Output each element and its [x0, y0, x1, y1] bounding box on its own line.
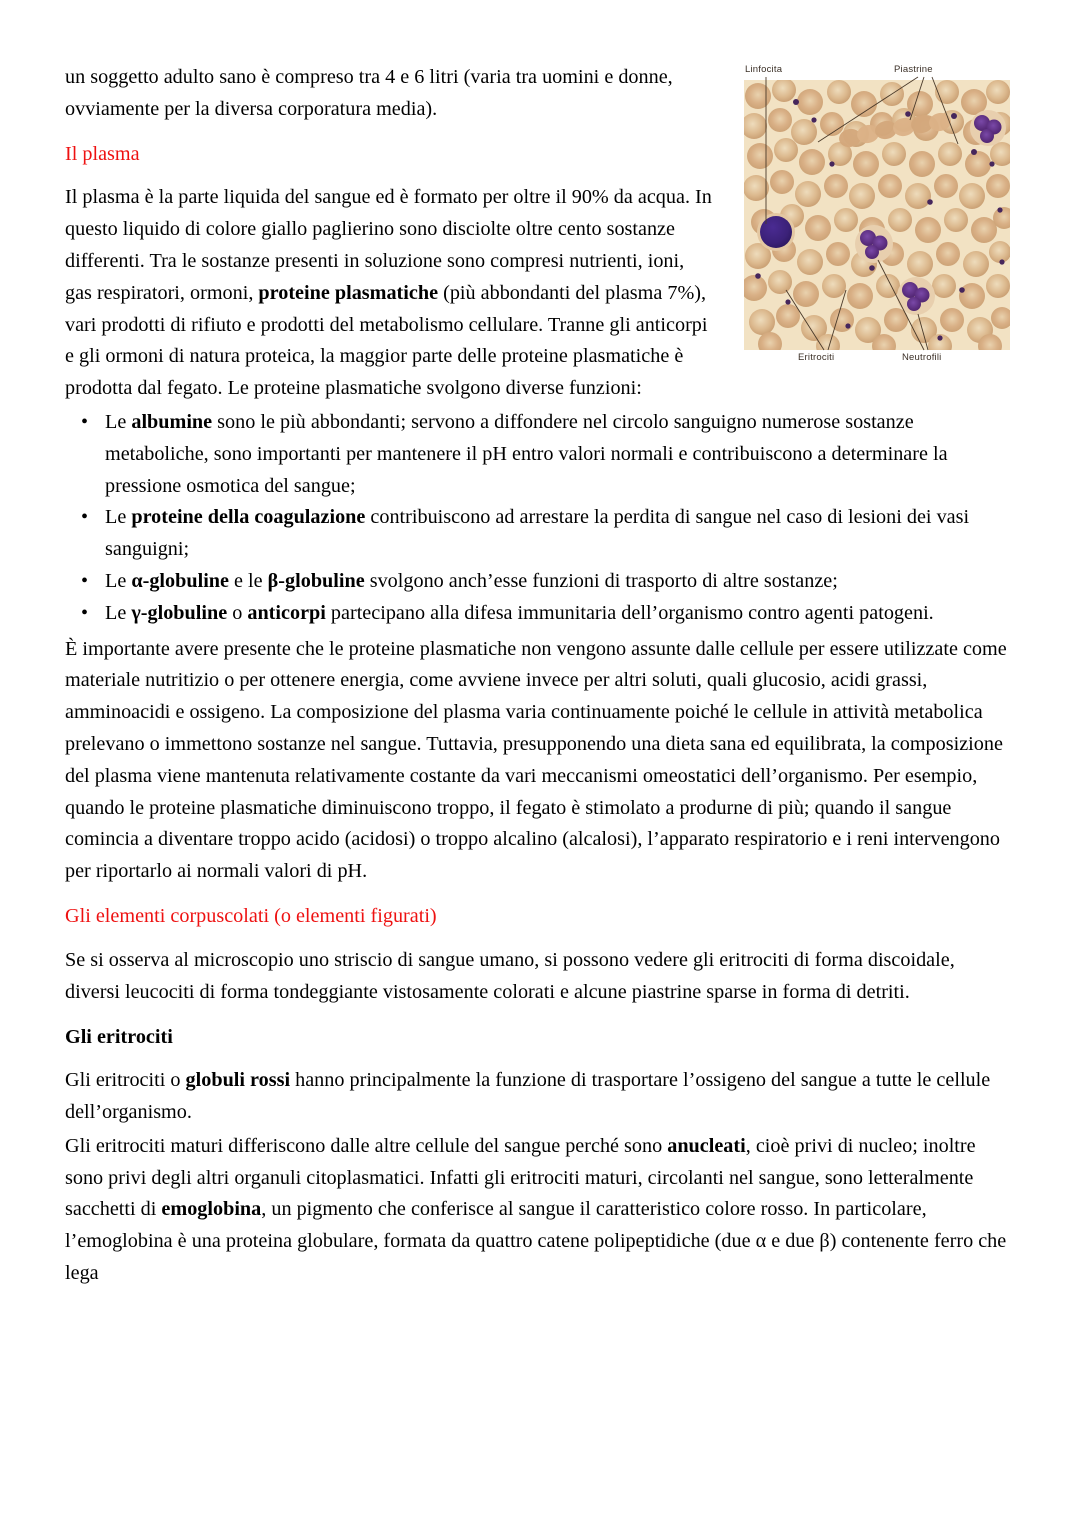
figure-label-platelets: Piastrine [894, 64, 933, 75]
list-item [65, 502, 1012, 566]
paragraph-plasma-part2: (più abbondanti del plasma 7%), vari prodotti di rifiuto e prodotti del metabolismo cellulare. Tranne gli anticorpi e gli ormoni di natura proteica, la maggior parte delle proteine plasmatiche è prodotta dal fegato. Le proteine plasmatiche svolgono diverse funzioni: [65, 281, 708, 400]
bullet-mid: o [227, 601, 248, 624]
figure-label-neutrophils: Neutrofili [902, 352, 942, 363]
paragraph-finale [65, 1131, 1012, 1290]
bullet-bold-term: γ-globuline [131, 601, 228, 624]
list-item [65, 566, 1012, 598]
heading-elementi-corpuscolati: Gli elementi corpuscolati (o elementi figurati) [65, 904, 437, 927]
paragraph-eritrociti-part2: hanno principalmente la funzione di trasportare l’ossigeno del sangue a tutte le cellule dell’organismo. [65, 1069, 991, 1123]
bullet-rest: partecipano alla difesa immunitaria dell’organismo contro agenti patogeni. [325, 601, 934, 624]
bullet-bold-term: α-globuline [131, 569, 229, 592]
paragraph-plasma-bold: proteine plasmatiche [258, 281, 439, 304]
document-body [65, 62, 1012, 1290]
bullet-rest: sono le più abbondanti; servono a diffondere nel circolo sanguigno numerose sostanze metaboliche, sono importanti per mantenere il pH entro valori normali e contribuiscono a determinare la pressione osmotica del sangue; [105, 410, 948, 497]
heading-gli-eritrociti: Gli eritrociti [65, 1026, 173, 1049]
bullet-bold-term-2: anticorpi [247, 601, 326, 624]
paragraph-finale-bold-emoglobina: emoglobina [161, 1198, 262, 1221]
paragraph-finale-bold-anucleati: anucleati [667, 1134, 746, 1157]
blood-smear-micrograph [744, 80, 1010, 350]
paragraph-finale-part2: , cioè privi di nucleo; inoltre sono privi degli altri organuli citoplasmatici. Infatti gli eritrociti maturi, circolanti nel sangue, sono letteralmente sacchetti di [65, 1134, 976, 1221]
paragraph-eritrociti [65, 1065, 1012, 1129]
paragraph-importante: È importante avere presente che le proteine plasmatiche non vengono assunte dalle cellule per essere utilizzate come materiale nutritizio o per ottenere energia, come avviene invece per altri soluti, quali glucosio, acidi grassi, amminoacidi e ossigeno. La composizione del plasma varia continuamente poiché le cellule in attività metabolica prelevano o immettono sostanze nel sangue. Tuttavia, presupponendo una dieta sana ed equilibrata, la composizione del plasma viene mantenuta relativamente costante da vari meccanismi omeostatici dell’organismo. Per esempio, quando le proteine plasmatiche diminuiscono troppo, il fegato è stimolato a produrne di più; quando il sangue comincia a diventare troppo acido (acidosi) o troppo alcalino (alcalosi), l’apparato respiratorio e i reni intervengono per riportarlo ai normali valori di pH. [65, 637, 1007, 883]
paragraph-eritrociti-part1: Gli eritrociti o [65, 1069, 186, 1092]
paragraph-eritrociti-bold: globuli rossi [185, 1069, 291, 1092]
list-item [65, 598, 1012, 630]
bullet-rest: contribuiscono ad arrestare la perdita di sangue nel caso di lesioni dei vasi sanguigni; [105, 506, 970, 561]
figure-label-lymphocyte: Linfocita [745, 64, 783, 75]
bullet-lead: Le [105, 569, 132, 592]
paragraph-finale-part1: Gli eritrociti maturi differiscono dalle altre cellule del sangue perché sono [65, 1134, 668, 1157]
bullet-lead: Le [105, 506, 132, 529]
bullet-lead: Le [105, 601, 132, 624]
paragraph-intro: un soggetto adulto sano è compreso tra 4 e 6 litri (varia tra uomini e donne, ovviamente per la diversa corporatura media). [65, 66, 673, 120]
bullet-rest: svolgono anch’esse funzioni di trasporto di altre sostanze; [364, 569, 838, 592]
bullet-lead: Le [105, 410, 132, 433]
paragraph-microscopio: Se si osserva al microscopio uno striscio di sangue umano, si possono vedere gli eritrociti di forma discoidale, diversi leucociti di forma tondeggiante vistosamente colorati e alcune piastrine sparse in forma di detriti. [65, 948, 955, 1003]
blood-smear-figure [742, 64, 1012, 364]
list-item [65, 407, 1012, 502]
paragraph-plasma-part1: Il plasma è la parte liquida del sangue ed è formato per oltre il 90% da acqua. In questo liquido di colore giallo paglierino sono disciolte oltre cento sostanze differenti. Tra le sostanze presenti in soluzione sono compresi nutrienti, ioni, gas respiratori, ormoni, [65, 186, 712, 304]
plasma-protein-functions-list [65, 407, 1012, 630]
figure-label-erythrocytes: Eritrociti [798, 352, 835, 363]
heading-il-plasma: Il plasma [65, 142, 140, 165]
bullet-bold-term: albumine [131, 410, 213, 433]
bullet-bold-term-2: β-globuline [267, 569, 365, 592]
bullet-mid: e le [229, 569, 268, 592]
paragraph-finale-part3: , un pigmento che conferisce al sangue il caratteristico colore rosso. In particolare, l’emoglobina è una proteina globulare, formata da quattro catene polipeptidiche (due α e due β) contenente ferro che lega [65, 1198, 1007, 1284]
bullet-bold-term: proteine della coagulazione [131, 506, 366, 529]
